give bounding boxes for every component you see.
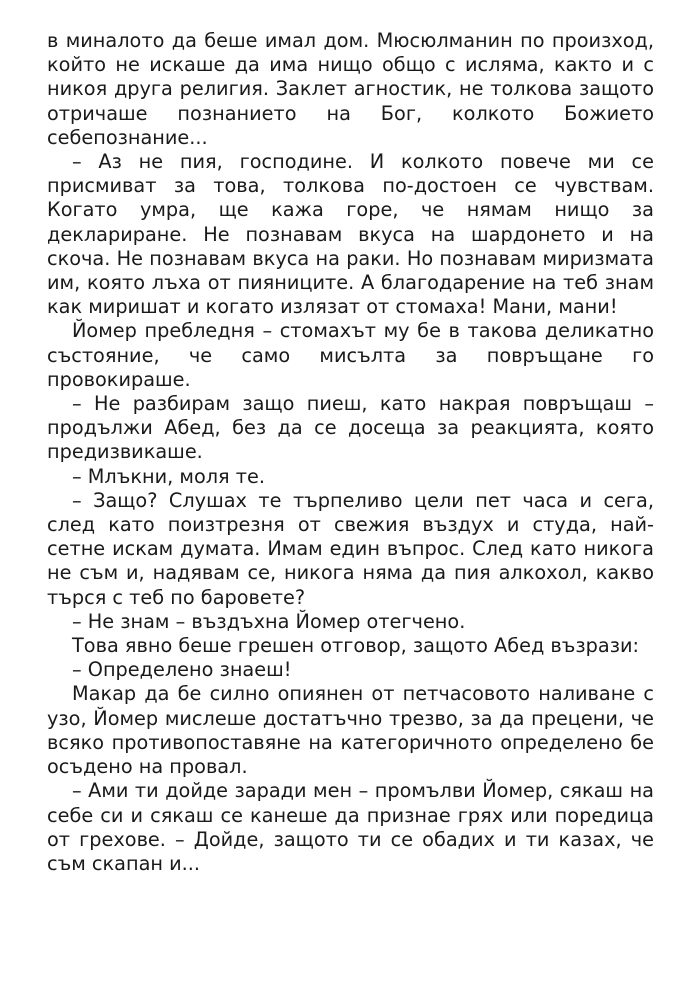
paragraph-narration: Макар да бе силно опиянен от петчасовото наливане с узо, Йомер мислеше достатъчно трезво, за да прецени, че всяко противопоставяне на категоричното определено бе осъдено на провал.	[47, 682, 654, 779]
paragraph-dialogue: – Млъкни, моля те.	[72, 464, 266, 488]
paragraph-dialogue: – Определено знаеш!	[72, 658, 292, 682]
paragraph-dialogue: – Защо? Слушах те търпеливо цели пет часа и сега, след като поизтрезня от свежия въздух и студа, най-сетне искам думата. Имам един въпрос. След като никога не съм и, надявам се, никога няма да пия алкохол, какво търся с теб по баровете?	[47, 488, 654, 609]
paragraph-narration: Това явно беше грешен отговор, защото Абед възрази:	[72, 634, 640, 658]
paragraph-narration: Йомер пребледня – стомахът му бе в такова деликатно състояние, че само мисълта за повръщане го провокираше.	[47, 319, 654, 391]
paragraph-dialogue: – Не знам – въздъхна Йомер отегчено.	[72, 609, 466, 633]
paragraph-dialogue: – Аз не пия, господине. И колкото повече ми се присмиват за това, толкова по-достоен се чувствам. Когато умра, ще кажа горе, че нямам нищо за деклариране. Не познавам вкуса на шардонето и на скоча. Не познавам вкуса на раки. Но познавам миризмата им, която лъха от пияниците. А благодарение на теб знам как миришат и когато излязат от стомаха! Мани, мани!	[47, 150, 654, 319]
paragraph-dialogue: – Не разбирам защо пиеш, като накрая повръщаш – продължи Абед, без да се досеща за реакцията, която предизвикаше.	[47, 392, 654, 464]
document-page	[47, 29, 654, 876]
paragraph-dialogue: – Ами ти дойде заради мен – промълви Йомер, сякаш на себе си и сякаш се канеше да признае грях или поредица от грехове. – Дойде, защото ти се обадих и ти казах, че съм скапан и...	[47, 779, 654, 875]
paragraph-continuation: в миналото да беше имал дом. Мюсюлманин по произход, който не искаше да има нищо общо с исляма, както и с никоя друга религия. Заклет агностик, не толкова защото отричаше познанието на Бог, колкото Божието себепознание...	[47, 29, 654, 149]
